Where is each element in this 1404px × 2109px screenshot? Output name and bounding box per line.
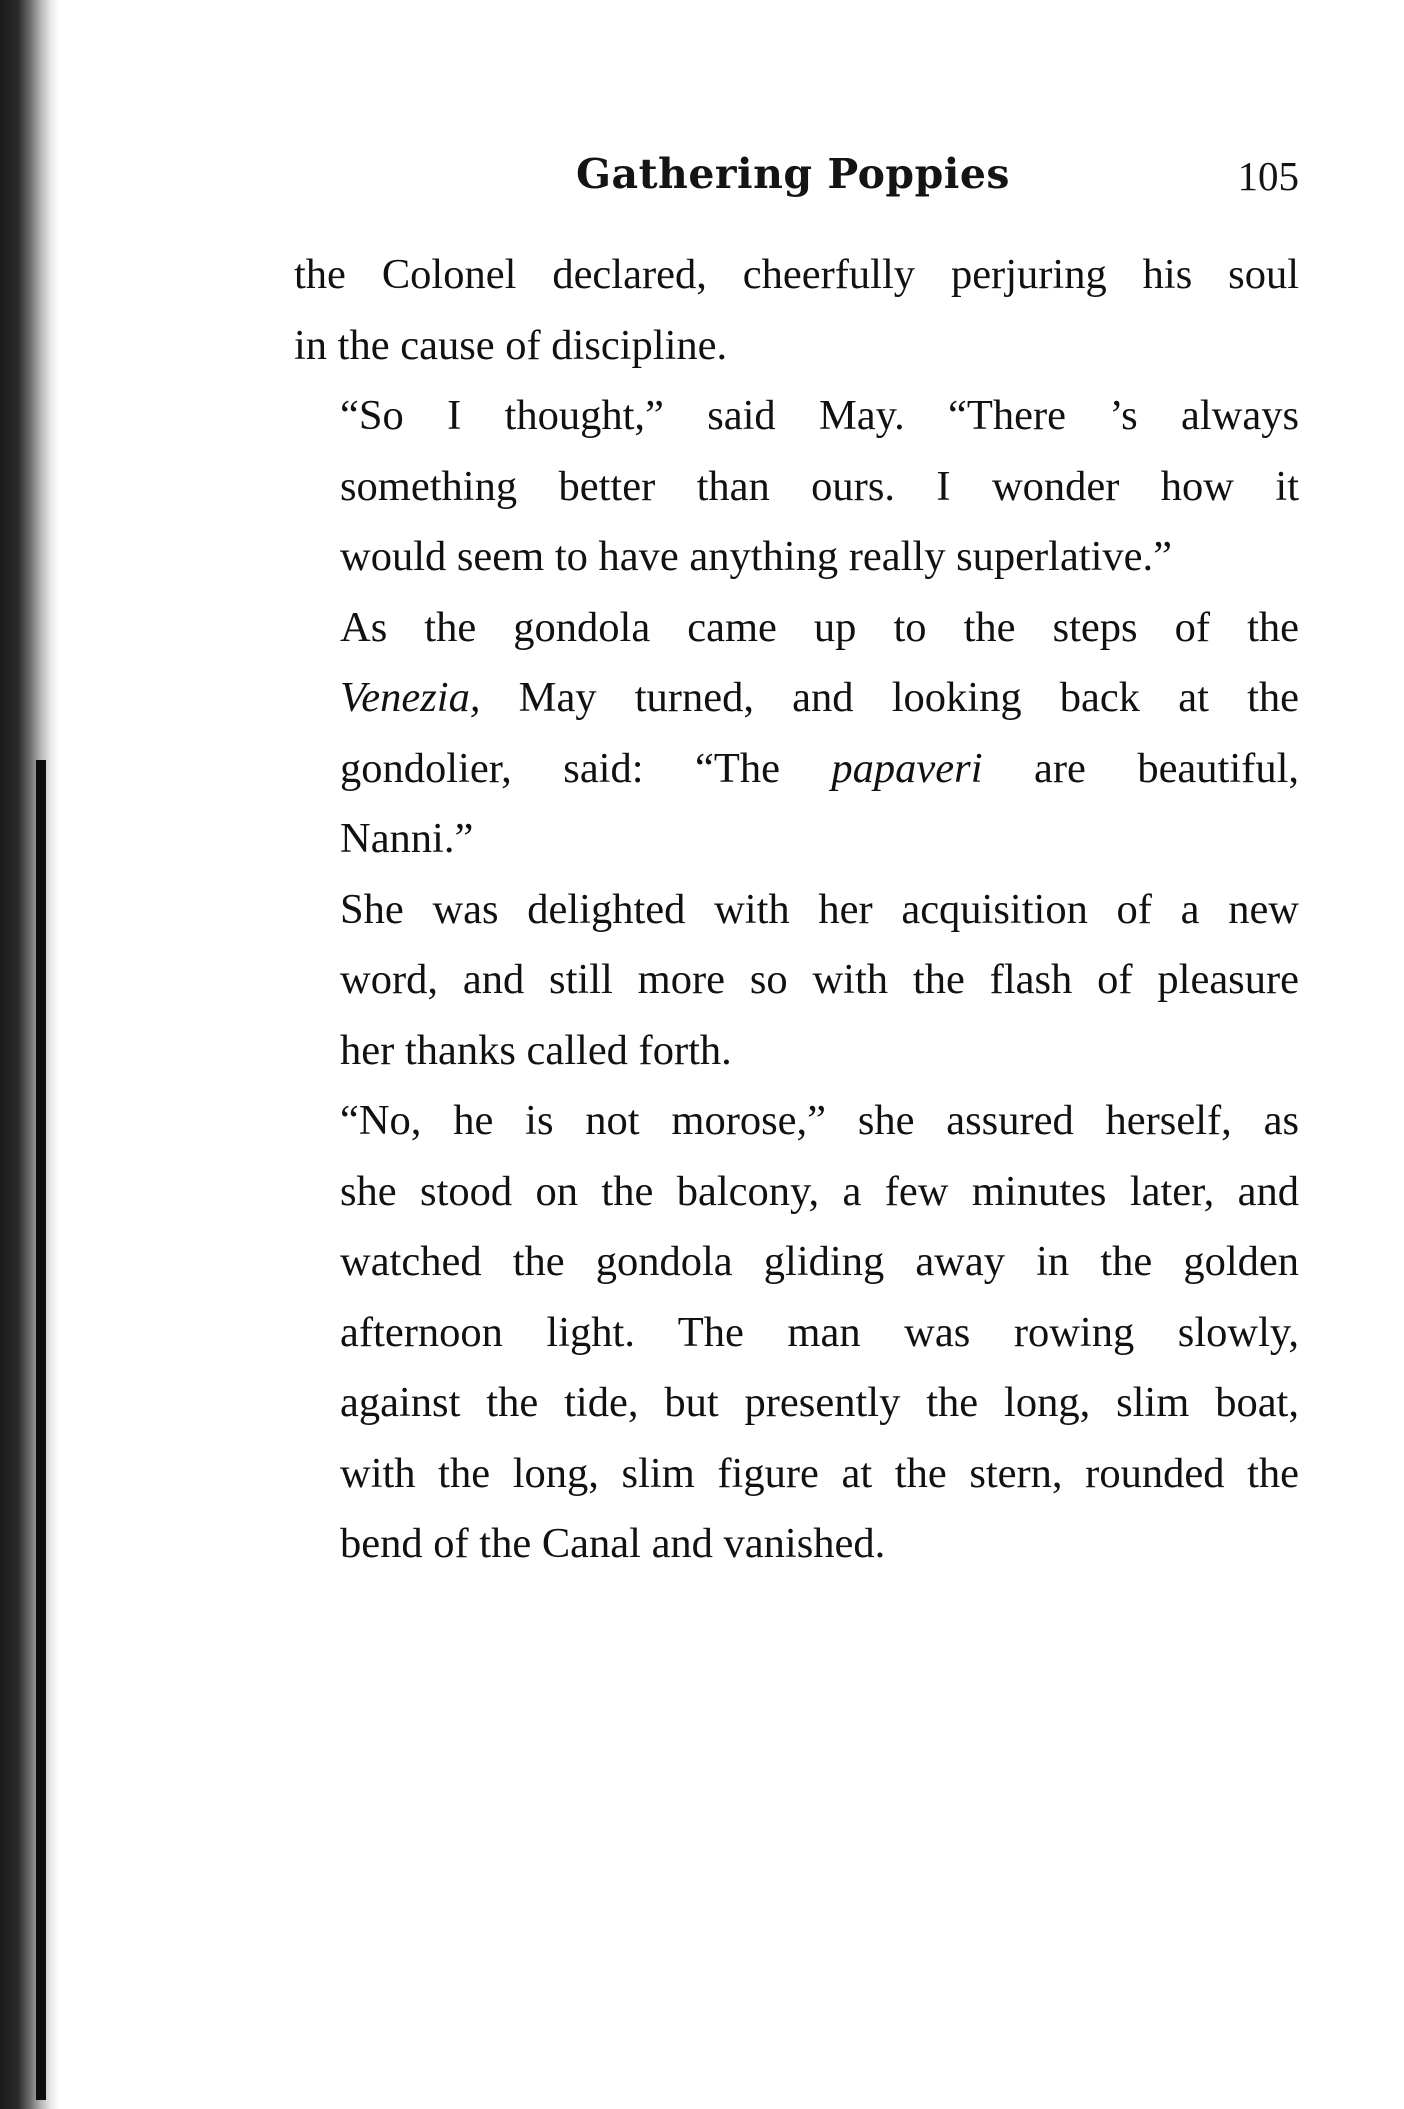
text-line <box>294 734 1299 805</box>
page-number: 105 <box>1237 153 1299 199</box>
text-line: would seem to have anything really superlative.” <box>340 533 1173 580</box>
text-line: something better than ours. I wonder how it <box>340 462 1299 510</box>
text-line: she stood on the balcony, a few minutes later, and <box>340 1167 1299 1215</box>
text-line: “So I thought,” said May. “There ’s always <box>340 392 1299 439</box>
paragraph <box>294 1086 1299 1580</box>
text-line: As the gondola came up to the steps of the <box>340 603 1299 651</box>
text-line: watched the gondola gliding away in the golden <box>340 1238 1299 1285</box>
text-line: the Colonel declared, cheerfully perjuring his soul <box>294 251 1299 298</box>
text-line <box>294 663 1299 734</box>
running-head <box>294 150 1299 210</box>
text-segment: gondolier, said: “The <box>340 744 832 792</box>
italic-word: Venezia, <box>340 674 481 721</box>
text-line: in the cause of discipline. <box>294 321 728 369</box>
paragraph <box>294 381 1299 593</box>
text-segment: are beautiful, <box>982 744 1299 792</box>
text-line: against the tide, but presently the long, slim boat, <box>340 1379 1299 1426</box>
book-binding-shadow <box>36 760 46 2100</box>
text-line: She was delighted with her acquisition of a new <box>340 885 1299 933</box>
text-line: “No, he is not morose,” she assured herself, as <box>340 1097 1299 1144</box>
italic-word: papaveri <box>831 744 983 792</box>
body-text <box>294 240 1299 1580</box>
text-line: her thanks called forth. <box>340 1026 732 1074</box>
paragraph <box>294 875 1299 1087</box>
paragraph <box>294 593 1299 875</box>
text-line: with the long, slim figure at the stern, rounded the <box>340 1449 1299 1497</box>
text-segment: May turned, and looking back at the <box>480 674 1299 721</box>
paragraph <box>294 240 1299 381</box>
text-line: afternoon light. The man was rowing slowly, <box>340 1308 1299 1356</box>
running-title: Gathering Poppies <box>576 150 1010 198</box>
text-line: Nanni.” <box>340 815 474 862</box>
text-line: bend of the Canal and vanished. <box>340 1520 886 1567</box>
text-line: word, and still more so with the flash of pleasure <box>340 956 1299 1003</box>
book-binding-edge <box>0 0 60 2109</box>
